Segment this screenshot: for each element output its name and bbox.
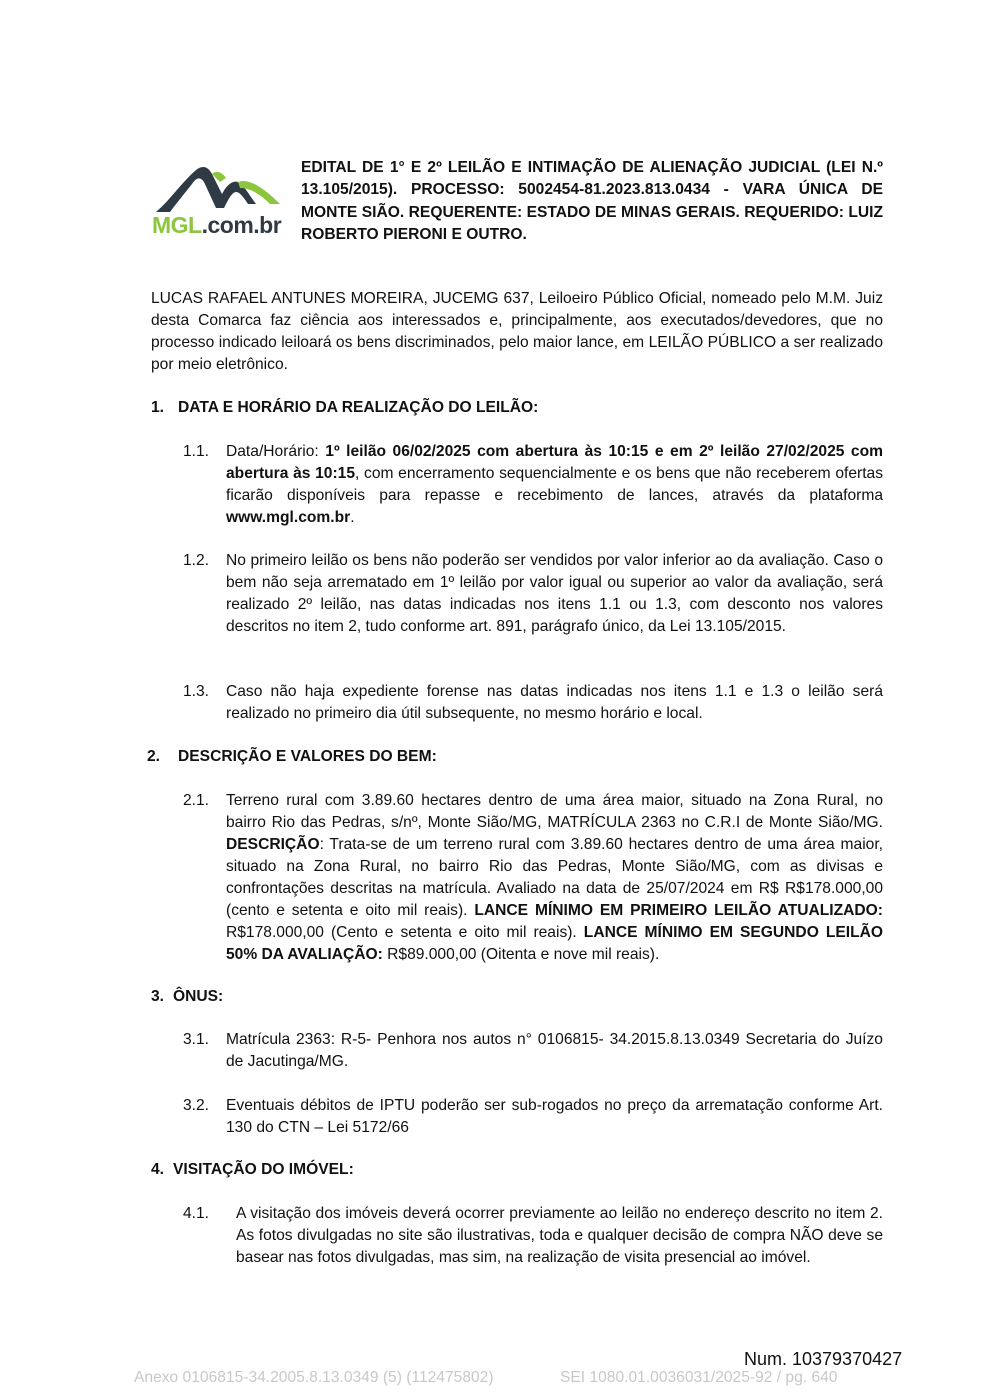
section-1-heading xyxy=(151,397,851,419)
item-3-1-number: 3.1. xyxy=(183,1031,210,1048)
item-1-1-t1: Data/Horário: xyxy=(226,443,326,460)
section-4-heading xyxy=(151,1159,851,1181)
item-3-2-text: Eventuais débitos de IPTU poderão ser sub-rogados no preço da arrematação conforme Art. 130 do CTN – Lei 5172/66 xyxy=(226,1097,883,1136)
item-1-2-text: No primeiro leilão os bens não poderão ser vendidos por valor inferior ao da avaliação. Caso o bem não seja arrematado em 1º leilão por valor igual ou superior ao valor da avaliação, será realizado 2º leilão, nas datas indicadas nos itens 1.1 ou 1.3, com desconto nos valores descritos no item 2, tudo conforme art. 891, parágrafo único, da Lei 13.105/2015. xyxy=(226,552,883,635)
item-2-1-t1: Terreno rural com 3.89.60 hectares dentro de uma área maior, situado na Zona Rural, no bairro Rio das Pedras, s/nº, Monte Sião/MG, MATRÍCULA 2363 no C.R.I de Monte Sião/MG. xyxy=(226,792,883,831)
intro-paragraph: LUCAS RAFAEL ANTUNES MOREIRA, JUCEMG 637, Leiloeiro Público Oficial, nomeado pelo M.M. Juiz desta Comarca faz ciência aos interessados e, principalmente, aos executados/devedores, que no processo indicado leiloará os bens discriminados, pelo maior lance, em LEILÃO PÚBLICO a ser realizado por meio eletrônico. xyxy=(151,290,883,373)
item-1-1-t3: . xyxy=(350,509,355,526)
logo xyxy=(152,160,284,240)
section-1-number: 1. xyxy=(151,399,165,416)
item-1-3-number: 1.3. xyxy=(183,683,210,700)
logo-text xyxy=(152,212,281,239)
item-3-2-number: 3.2. xyxy=(183,1097,210,1114)
section-3-number: 3. xyxy=(151,988,165,1005)
item-2-1-second-bid-label: LANCE MÍNIMO EM SEGUNDO LEILÃO 50% DA AVALIAÇÃO: xyxy=(226,924,884,963)
section-2-heading xyxy=(147,746,847,768)
document-title: EDITAL DE 1° E 2º LEILÃO E INTIMAÇÃO DE ALIENAÇÃO JUDICIAL (LEI N.º 13.105/2015). PROCESSO: 5002454-81.2023.813.0434 - VARA ÚNICA DE MONTE SIÃO. REQUERENTE: ESTADO DE MINAS GERAIS. REQUERIDO: LUIZ ROBERTO PIERONI E OUTRO. xyxy=(301,159,883,243)
annex-reference: Anexo 0106815-34.2005.8.13.0349 (5) (112475802) xyxy=(134,1369,494,1386)
document-number: Num. 10379370427 xyxy=(744,1349,903,1369)
section-2-title: DESCRIÇÃO E VALORES DO BEM: xyxy=(178,748,437,765)
item-4-1-text: A visitação dos imóveis deverá ocorrer previamente ao leilão no endereço descrito no item 2. As fotos divulgadas no site são ilustrativas, toda e qualquer decisão de compra NÃO deve se basear nas fotos divulgadas, mas sim, na realização de visita presencial ao imóvel. xyxy=(236,1205,883,1266)
item-2-1-t3: R$178.000,00 (Cento e setenta e oito mil reais). xyxy=(226,924,584,941)
item-4-1-number: 4.1. xyxy=(183,1205,210,1222)
item-2-1-text xyxy=(226,790,883,966)
item-3-1-text: Matrícula 2363: R-5- Penhora nos autos n° 0106815- 34.2015.8.13.0349 Secretaria do Juízo de Jacutinga/MG. xyxy=(226,1031,883,1070)
item-1-3-text: Caso não haja expediente forense nas datas indicadas nos itens 1.1 e 1.3 o leilão será realizado no primeiro dia útil subsequente, no mesmo horário e local. xyxy=(226,683,883,722)
item-2-1-t2: : Trata-se de um terreno rural com 3.89.60 hectares dentro de uma área maior, situado na Zona Rural, no bairro Rio das Pedras, Monte Sião/MG, com as divisas e confrontações descritas na matrícula. Avaliado na data de 25/07/2024 em R$ R$178.000,00 (cento e setenta e oito mil reais). xyxy=(226,836,883,919)
item-2-1-first-bid-label: LANCE MÍNIMO EM PRIMEIRO LEILÃO ATUALIZADO: xyxy=(474,902,883,919)
section-2-number: 2. xyxy=(147,748,161,765)
mountain-logo-icon xyxy=(152,160,284,216)
item-2-1-t4: R$89.000,00 (Oitenta e nove mil reais). xyxy=(382,946,660,963)
section-3-heading xyxy=(151,986,851,1008)
section-3-title: ÔNUS: xyxy=(173,988,224,1005)
sei-reference: SEI 1080.01.0036031/2025-92 / pg. 640 xyxy=(560,1369,838,1386)
item-1-1-website: www.mgl.com.br xyxy=(226,509,351,526)
item-1-1-t2: , com encerramento sequencialmente e os bens que não receberem ofertas ficarão disponíveis para repasse e recebimento de lances, através da plataforma xyxy=(226,465,883,504)
item-2-1-number: 2.1. xyxy=(183,792,210,809)
section-4-number: 4. xyxy=(151,1161,165,1178)
item-1-2-number: 1.2. xyxy=(183,552,210,569)
item-2-1-description-label: DESCRIÇÃO xyxy=(226,836,320,853)
section-1-title: DATA E HORÁRIO DA REALIZAÇÃO DO LEILÃO: xyxy=(178,399,539,416)
item-1-1-text xyxy=(226,441,883,529)
logo-text-mgl: MGL xyxy=(152,212,202,238)
item-1-1-number: 1.1. xyxy=(183,443,210,460)
section-4-title: VISITAÇÃO DO IMÓVEL: xyxy=(173,1161,354,1178)
logo-text-domain: .com.br xyxy=(201,212,282,238)
item-1-1-dates: 1º leilão 06/02/2025 com abertura às 10:15 e em 2º leilão 27/02/2025 com abertura às 10:15 xyxy=(226,443,883,482)
